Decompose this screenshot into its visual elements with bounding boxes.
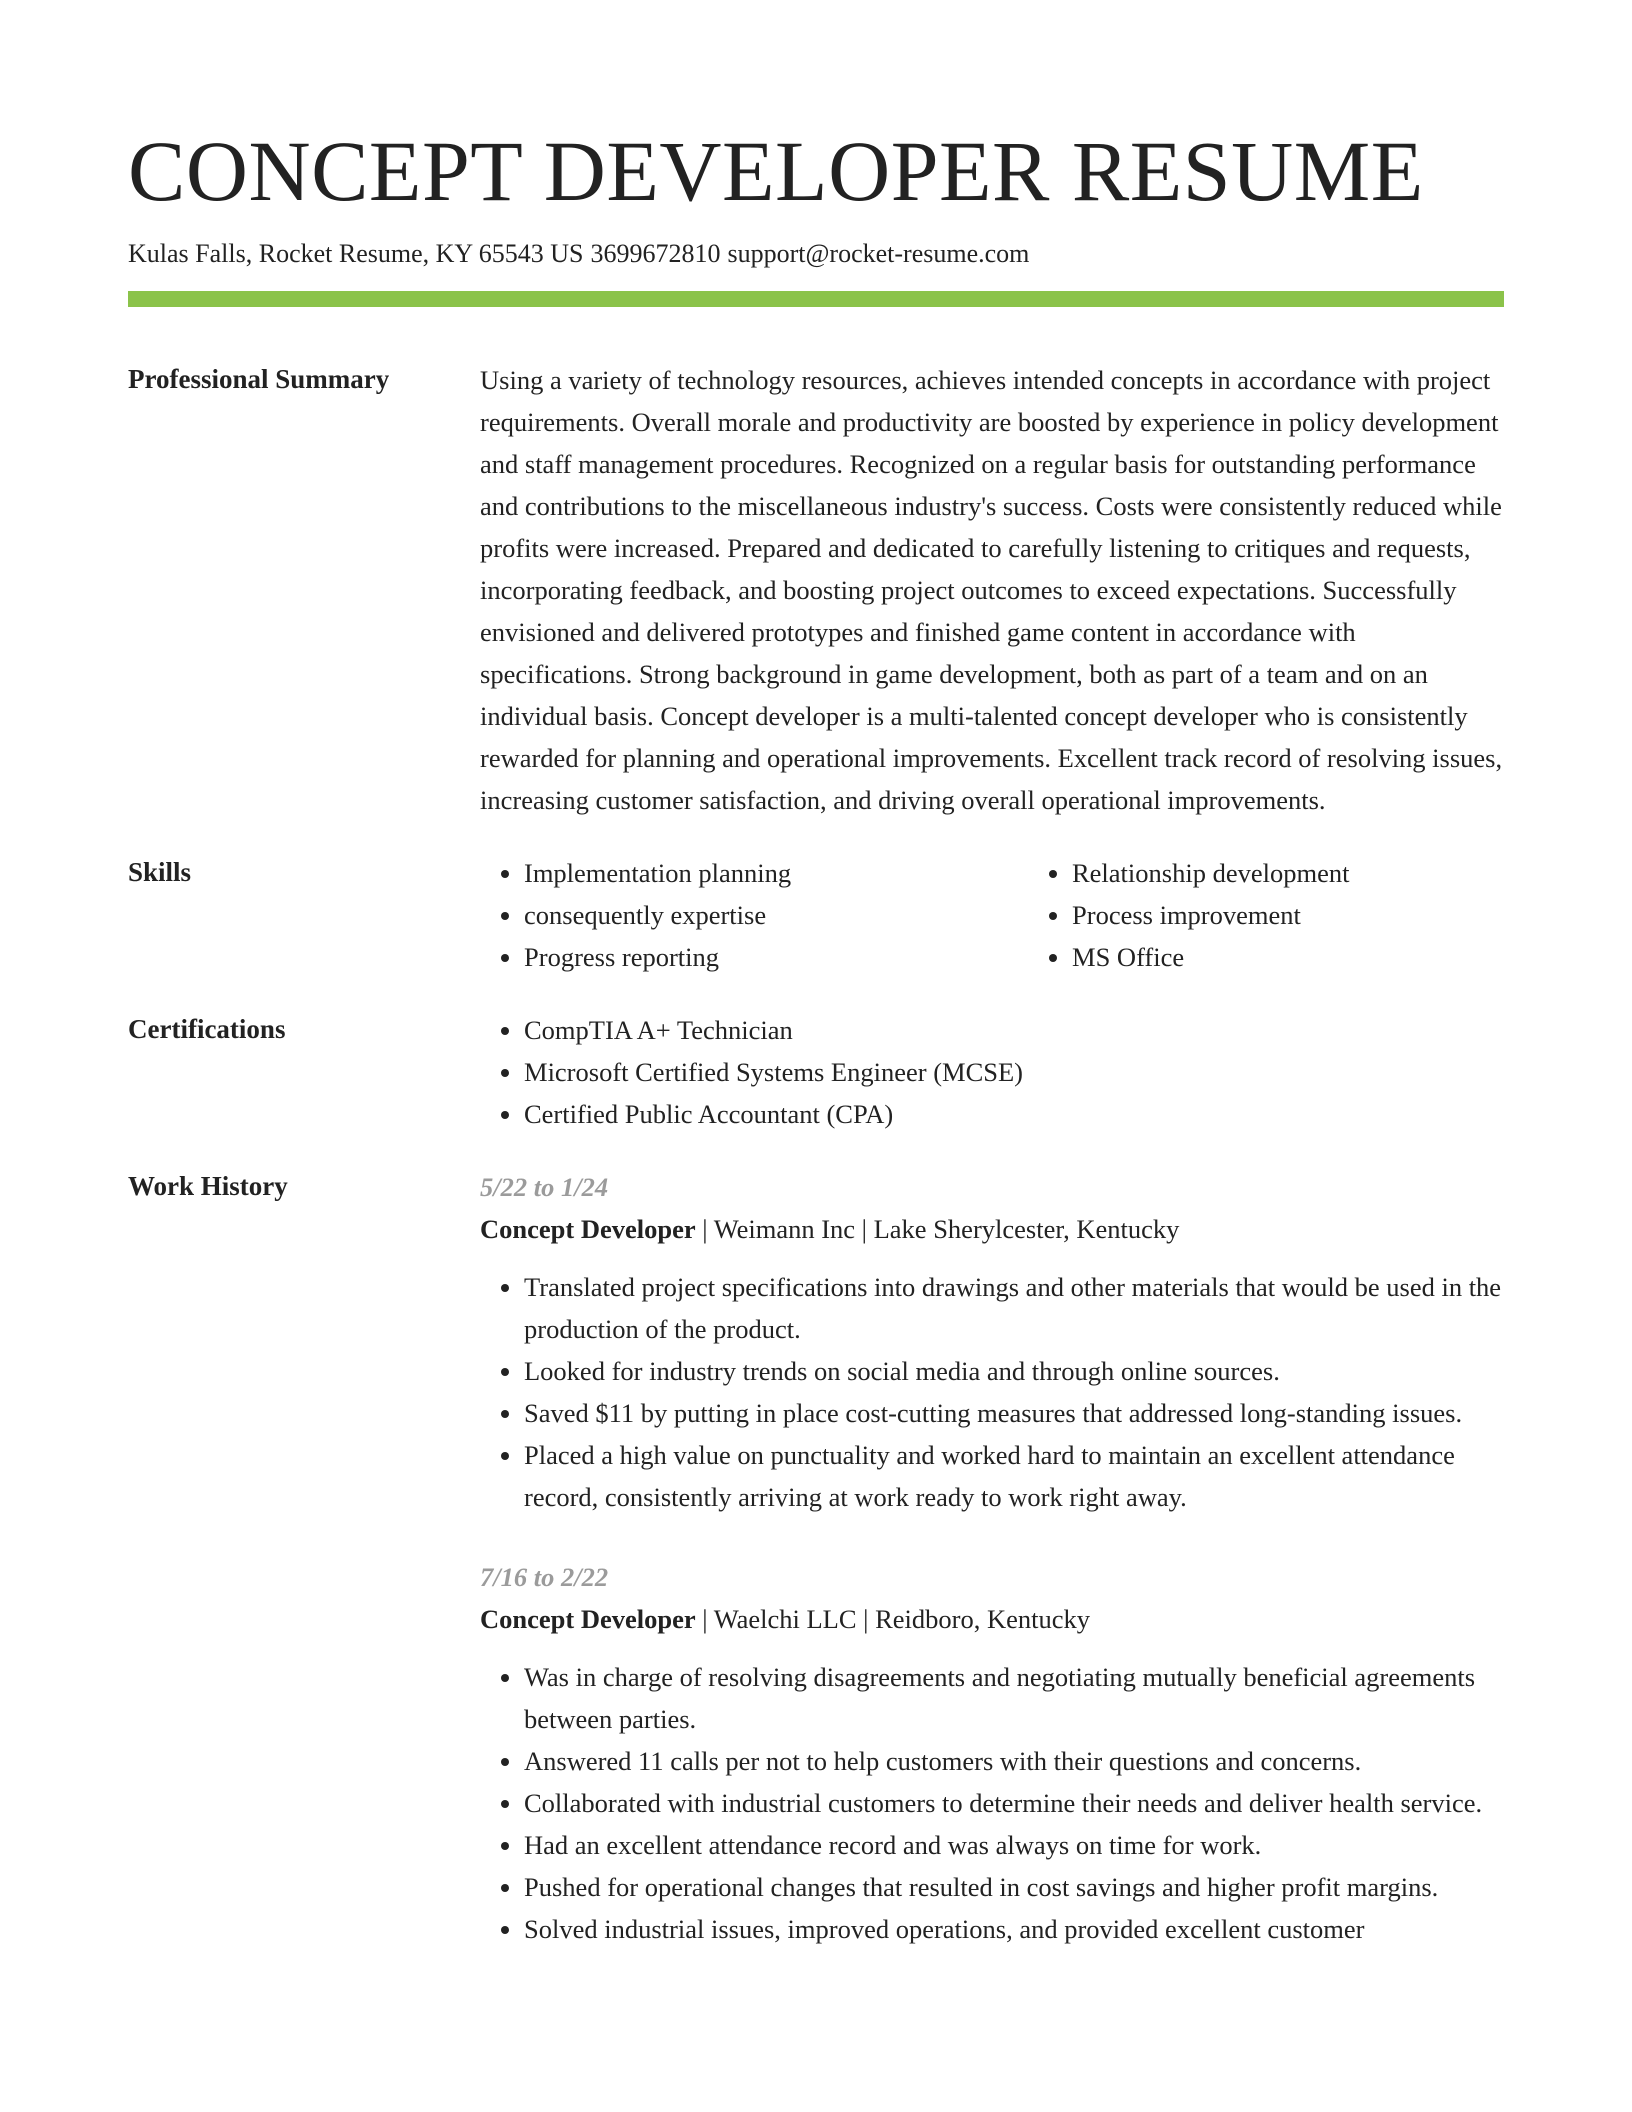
job-entry — [480, 1166, 1504, 1518]
skills-section — [128, 852, 1504, 978]
work-history-heading: Work History — [128, 1171, 288, 1201]
job-bullet: • Saved $11 by putting in place cost-cutting measures that addressed long-standing issues. — [524, 1392, 1504, 1434]
skills-body — [480, 852, 1576, 978]
certification-item: • Microsoft Certified Systems Engineer (MCSE) — [524, 1051, 1504, 1093]
job-bullet: • Was in charge of resolving disagreements and negotiating mutually beneficial agreements between parties. — [524, 1656, 1504, 1740]
certifications-section — [128, 1009, 1504, 1135]
job-title: Concept Developer — [480, 1214, 696, 1244]
summary-heading: Professional Summary — [128, 364, 390, 394]
job-bullet: • Had an excellent attendance record and was always on time for work. — [524, 1824, 1504, 1866]
work-history-body — [480, 1166, 1504, 1988]
certification-item: • Certified Public Accountant (CPA) — [524, 1093, 1504, 1135]
resume-page — [128, 118, 1504, 1988]
job-bullet: • Placed a high value on punctuality and worked hard to maintain an excellent attendance record, consistently arriving at work ready to work right away. — [524, 1434, 1504, 1518]
job-bullet: • Answered 11 calls per not to help customers with their questions and concerns. — [524, 1740, 1504, 1782]
skills-list-col1 — [480, 852, 1028, 978]
job-bullet: • Pushed for operational changes that resulted in cost savings and higher profit margins. — [524, 1866, 1504, 1908]
skill-item: • Progress reporting — [524, 936, 1028, 978]
job-bullet: • Looked for industry trends on social media and through online sources. — [524, 1350, 1504, 1392]
resume-title: CONCEPT DEVELOPER RESUME — [128, 123, 1424, 219]
certifications-list — [480, 1009, 1504, 1135]
job-bullets — [480, 1656, 1504, 1950]
certification-item: • CompTIA A+ Technician — [524, 1009, 1504, 1051]
job-bullet: • Solved industrial issues, improved operations, and provided excellent customer — [524, 1908, 1504, 1950]
job-dates: 5/22 to 1/24 — [480, 1172, 609, 1202]
job-heading — [480, 1208, 1504, 1250]
job-bullet: • Collaborated with industrial customers to determine their needs and deliver health service. — [524, 1782, 1504, 1824]
job-dates: 7/16 to 2/22 — [480, 1562, 609, 1592]
header-divider — [128, 291, 1504, 307]
contact-address: Kulas Falls, Rocket Resume, KY 65543 US — [128, 239, 584, 268]
job-heading — [480, 1598, 1504, 1640]
job-company-location: | Waelchi LLC | Reidboro, Kentucky — [695, 1604, 1090, 1634]
contact-email[interactable]: support@rocket-resume.com — [727, 239, 1030, 268]
contact-phone: 3699672810 — [590, 239, 721, 268]
skill-item: • Relationship development — [1072, 852, 1576, 894]
job-entry — [480, 1556, 1504, 1950]
skill-item: • consequently expertise — [524, 894, 1028, 936]
job-bullet: • Translated project specifications into drawings and other materials that would be used in the production of the product. — [524, 1266, 1504, 1350]
skills-list-col2 — [1028, 852, 1576, 978]
skills-heading: Skills — [128, 857, 192, 887]
summary-text: Using a variety of technology resources, achieves intended concepts in accordance with project requirements. Overall morale and productivity are boosted by experience in policy development and staff management procedures. Recognized on a regular basis for outstanding performance and contributions to the miscellaneous industry's success. Costs were consistently reduced while profits were increased. Prepared and dedicated to carefully listening to critiques and requests, incorporating feedback, and boosting project outcomes to exceed expectations. Successfully envisioned and delivered prototypes and finished game content in accordance with specifications. Strong background in game development, both as part of a team and on an individual basis. Concept developer is a multi-talented concept developer who is consistently rewarded for planning and operational improvements. Excellent track record of resolving issues, increasing customer satisfaction, and driving overall operational improvements. — [480, 365, 1503, 815]
contact-line — [128, 236, 1504, 272]
work-history-section — [128, 1166, 1504, 1988]
job-bullets — [480, 1266, 1504, 1518]
certifications-body — [480, 1009, 1504, 1135]
skill-item: • Implementation planning — [524, 852, 1028, 894]
skill-item: • MS Office — [1072, 936, 1576, 978]
job-company-location: | Weimann Inc | Lake Sherylcester, Kentucky — [695, 1214, 1180, 1244]
summary-section — [128, 359, 1504, 821]
summary-body — [480, 359, 1504, 821]
certifications-heading: Certifications — [128, 1014, 286, 1044]
skill-item: • Process improvement — [1072, 894, 1576, 936]
job-title: Concept Developer — [480, 1604, 696, 1634]
